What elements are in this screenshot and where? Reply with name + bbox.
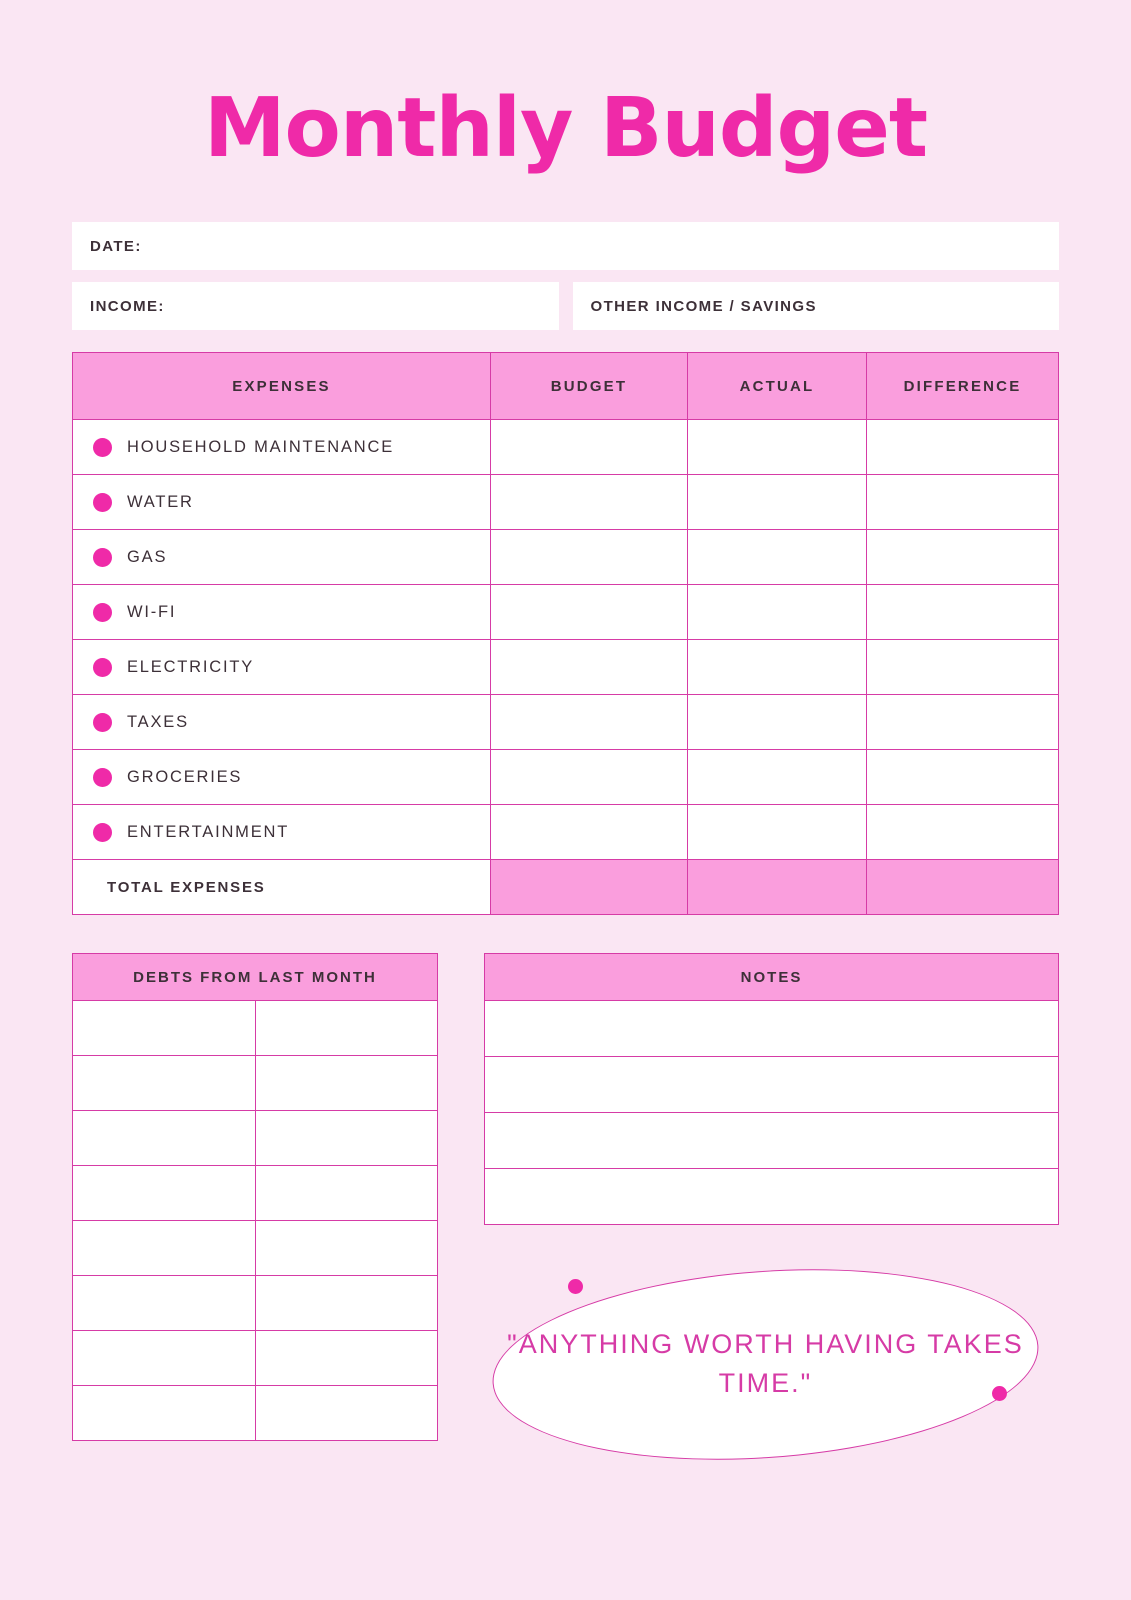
expense-label: ELECTRICITY	[127, 657, 255, 676]
difference-input-cell[interactable]	[867, 695, 1059, 750]
bullet-dot-icon	[93, 438, 112, 457]
bullet-dot-icon	[93, 493, 112, 512]
date-label: DATE:	[90, 237, 142, 255]
expense-item-cell	[73, 420, 491, 475]
actual-input-cell[interactable]	[688, 585, 867, 640]
actual-input-cell[interactable]	[688, 475, 867, 530]
budget-input-cell[interactable]	[491, 475, 688, 530]
quote-section	[484, 1261, 1059, 1471]
bullet-dot-icon	[93, 823, 112, 842]
difference-input-cell[interactable]	[867, 750, 1059, 805]
other-income-field[interactable]	[573, 282, 1060, 330]
expense-label: GAS	[127, 547, 168, 566]
expense-label: WI-FI	[127, 602, 177, 621]
table-row	[73, 640, 1059, 695]
expense-item-cell	[73, 585, 491, 640]
bullet-dot-icon	[93, 768, 112, 787]
budget-input-cell[interactable]	[491, 750, 688, 805]
bullet-dot-icon	[93, 713, 112, 732]
expense-item-cell	[73, 695, 491, 750]
table-row	[73, 475, 1059, 530]
notes-header: NOTES	[485, 954, 1059, 1001]
budget-input-cell[interactable]	[491, 805, 688, 860]
debt-amount-cell[interactable]	[73, 1166, 256, 1221]
actual-input-cell[interactable]	[688, 805, 867, 860]
debts-column	[72, 953, 438, 1471]
difference-input-cell[interactable]	[867, 805, 1059, 860]
difference-input-cell[interactable]	[867, 530, 1059, 585]
budget-input-cell[interactable]	[491, 585, 688, 640]
expenses-table	[72, 352, 1059, 915]
debt-amount-cell[interactable]	[73, 1111, 256, 1166]
income-label: INCOME:	[90, 297, 165, 315]
difference-input-cell[interactable]	[867, 475, 1059, 530]
debt-description-cell[interactable]	[255, 1221, 438, 1276]
table-row	[73, 750, 1059, 805]
table-row	[73, 530, 1059, 585]
expense-item-cell	[73, 640, 491, 695]
bullet-dot-icon	[93, 658, 112, 677]
total-budget-cell[interactable]	[491, 860, 688, 915]
debts-header: DEBTS FROM LAST MONTH	[73, 954, 438, 1001]
debt-amount-cell[interactable]	[73, 1331, 256, 1386]
debts-header-row	[73, 954, 438, 1001]
table-row	[73, 1221, 438, 1276]
income-row	[72, 282, 1059, 330]
debt-description-cell[interactable]	[255, 1331, 438, 1386]
notes-line-cell[interactable]	[485, 1001, 1059, 1057]
notes-table	[484, 953, 1059, 1225]
budget-input-cell[interactable]	[491, 695, 688, 750]
actual-input-cell[interactable]	[688, 530, 867, 585]
top-fields	[72, 222, 1059, 330]
total-difference-cell[interactable]	[867, 860, 1059, 915]
table-row	[73, 695, 1059, 750]
table-row	[485, 1001, 1059, 1057]
total-expenses-label: TOTAL EXPENSES	[107, 878, 266, 896]
expenses-header-row	[73, 353, 1059, 420]
expense-label: TAXES	[127, 712, 189, 731]
notes-line-cell[interactable]	[485, 1169, 1059, 1225]
other-income-label: OTHER INCOME / SAVINGS	[590, 297, 817, 315]
quote-text: "ANYTHING WORTH HAVING TAKES TIME."	[507, 1329, 1024, 1399]
debt-description-cell[interactable]	[255, 1166, 438, 1221]
expense-label: WATER	[127, 492, 194, 511]
quote-dot-icon	[568, 1279, 583, 1294]
total-expenses-label-cell	[73, 860, 491, 915]
debt-description-cell[interactable]	[255, 1386, 438, 1441]
table-row	[73, 1331, 438, 1386]
debt-amount-cell[interactable]	[73, 1276, 256, 1331]
header-actual: ACTUAL	[688, 353, 867, 420]
actual-input-cell[interactable]	[688, 695, 867, 750]
debt-description-cell[interactable]	[255, 1056, 438, 1111]
bottom-section	[72, 953, 1059, 1471]
actual-input-cell[interactable]	[688, 420, 867, 475]
expense-label: HOUSEHOLD MAINTENANCE	[127, 437, 394, 456]
table-row	[73, 1276, 438, 1331]
budget-input-cell[interactable]	[491, 640, 688, 695]
table-row	[73, 805, 1059, 860]
date-row	[72, 222, 1059, 270]
table-row	[73, 1001, 438, 1056]
debt-amount-cell[interactable]	[73, 1386, 256, 1441]
table-row	[485, 1057, 1059, 1113]
difference-input-cell[interactable]	[867, 420, 1059, 475]
debt-description-cell[interactable]	[255, 1111, 438, 1166]
debt-description-cell[interactable]	[255, 1001, 438, 1056]
debt-amount-cell[interactable]	[73, 1001, 256, 1056]
expense-item-cell	[73, 805, 491, 860]
table-row	[73, 1111, 438, 1166]
table-row	[485, 1113, 1059, 1169]
expense-label: ENTERTAINMENT	[127, 822, 290, 841]
debt-amount-cell[interactable]	[73, 1221, 256, 1276]
notes-column	[484, 953, 1059, 1471]
debts-table	[72, 953, 438, 1441]
expense-label: GROCERIES	[127, 767, 243, 786]
income-field[interactable]	[72, 282, 559, 330]
table-row	[73, 585, 1059, 640]
expense-item-cell	[73, 530, 491, 585]
actual-input-cell[interactable]	[688, 750, 867, 805]
table-row	[485, 1169, 1059, 1225]
difference-input-cell[interactable]	[867, 585, 1059, 640]
header-budget: BUDGET	[491, 353, 688, 420]
budget-input-cell[interactable]	[491, 420, 688, 475]
table-row	[73, 1166, 438, 1221]
bullet-dot-icon	[93, 548, 112, 567]
total-actual-cell[interactable]	[688, 860, 867, 915]
table-row	[73, 1056, 438, 1111]
quote-dot-icon	[992, 1386, 1007, 1401]
notes-line-cell[interactable]	[485, 1057, 1059, 1113]
expense-item-cell	[73, 750, 491, 805]
total-row	[73, 860, 1059, 915]
expense-item-cell	[73, 475, 491, 530]
debt-amount-cell[interactable]	[73, 1056, 256, 1111]
debt-description-cell[interactable]	[255, 1276, 438, 1331]
page-title: Monthly Budget	[203, 81, 928, 176]
actual-input-cell[interactable]	[688, 640, 867, 695]
header-difference: DIFFERENCE	[867, 353, 1059, 420]
notes-header-row	[485, 954, 1059, 1001]
date-field[interactable]	[72, 222, 1059, 270]
difference-input-cell[interactable]	[867, 640, 1059, 695]
budget-input-cell[interactable]	[491, 530, 688, 585]
bullet-dot-icon	[93, 603, 112, 622]
table-row	[73, 420, 1059, 475]
notes-line-cell[interactable]	[485, 1113, 1059, 1169]
header-expenses: EXPENSES	[73, 353, 491, 420]
table-row	[73, 1386, 438, 1441]
